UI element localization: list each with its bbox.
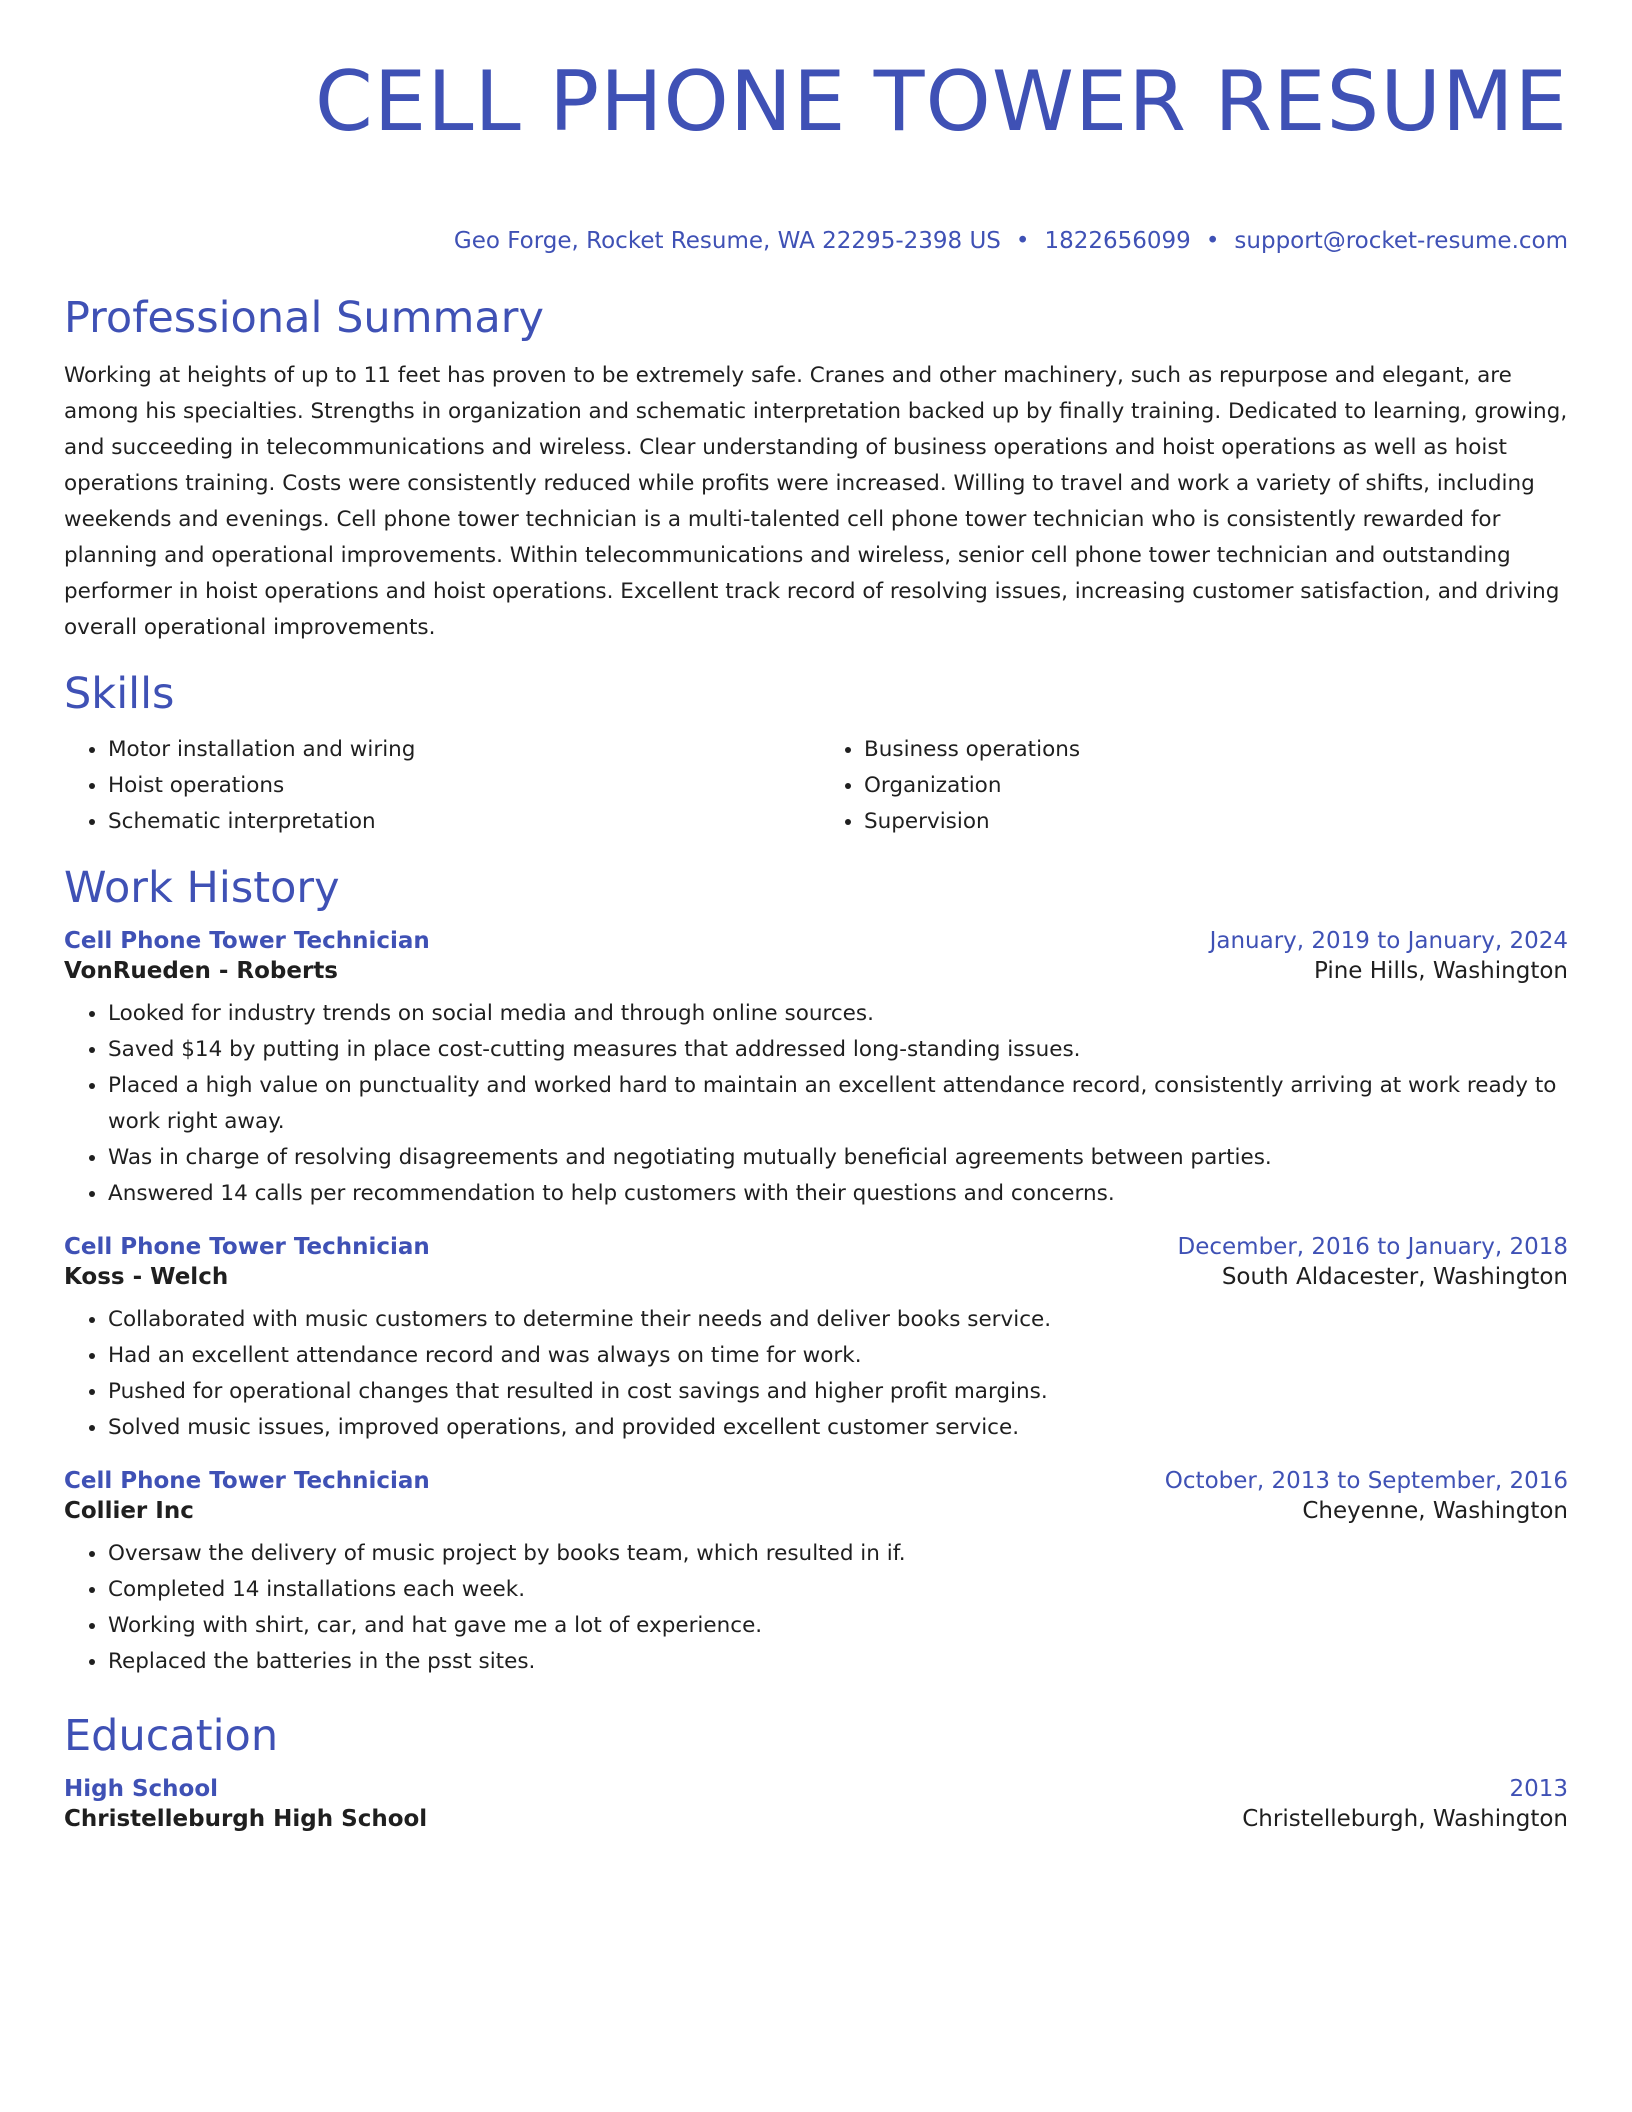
contact-line [64,226,1568,256]
job-location: Cheyenne, Washington [1302,1498,1568,1524]
job-subheader [64,1264,1568,1290]
skill-item: • Schematic interpretation [108,804,812,840]
contact-email[interactable]: support@rocket-resume.com [1234,228,1568,254]
contact-address: Geo Forge, Rocket Resume, WA 22295-2398 US [453,228,1001,254]
job-location: South Aldacester, Washington [1221,1264,1568,1290]
job-bullets [64,1536,1568,1680]
job-company: VonRueden - Roberts [64,958,339,984]
skill-item: • Business operations [864,732,1568,768]
job-company: Collier Inc [64,1498,194,1524]
summary-text: Working at heights of up to 11 feet has proven to be extremely safe. Cranes and other machinery, such as repurpose and elegant, are among his specialties. Strengths in organization and schematic interpretation backed up by finally training. Dedicated to learning, growing, and succeeding in telecommunications and wireless. Clear understanding of business operations and hoist operations as well as hoist operations training. Costs were consistently reduced while profits were increased. Willing to travel and work a variety of shifts, including weekends and evenings. Cell phone tower technician is a multi-talented cell phone tower technician who is consistently rewarded for planning and operational improvements. Within telecommunications and wireless, senior cell phone tower technician and outstanding performer in hoist operations and hoist operations. Excellent track record of resolving issues, increasing customer satisfaction, and driving overall operational improvements. [64,363,1568,640]
education-header [64,1776,1568,1802]
skill-item: • Hoist operations [108,768,812,804]
education-year: 2013 [1509,1776,1568,1802]
work-heading: Work History [64,863,340,913]
job-bullets [64,996,1568,1212]
job-subheader [64,958,1568,984]
job-dates: December, 2016 to January, 2018 [1177,1234,1568,1260]
skills-heading: Skills [64,669,175,719]
job-bullet: • Had an excellent attendance record and was always on time for work. [108,1338,1568,1374]
job-location: Pine Hills, Washington [1313,958,1568,984]
job-bullet: • Collaborated with music customers to determine their needs and deliver books service. [108,1302,1568,1338]
job-title: Cell Phone Tower Technician [64,1234,430,1260]
job-bullet: • Placed a high value on punctuality and worked hard to maintain an excellent attendance record, consistently arriving at work ready to work right away. [108,1068,1568,1140]
education-entry [64,1776,1568,1832]
resume-title: CELL PHONE TOWER RESUME [314,53,1568,150]
job-bullet: • Oversaw the delivery of music project by books team, which resulted in if. [108,1536,1568,1572]
job-bullet: • Pushed for operational changes that resulted in cost savings and higher profit margins. [108,1374,1568,1410]
job-subheader [64,1498,1568,1524]
education-subheader [64,1806,1568,1832]
job-bullet: • Replaced the batteries in the psst sites. [108,1644,1568,1680]
skill-item: • Motor installation and wiring [108,732,812,768]
job-bullet: • Completed 14 installations each week. [108,1572,1568,1608]
skills-list [64,732,1568,840]
job-bullet: • Looked for industry trends on social media and through online sources. [108,996,1568,1032]
skills-column-left [64,732,812,840]
job-bullet: • Solved music issues, improved operations, and provided excellent customer service. [108,1410,1568,1446]
job-bullet: • Was in charge of resolving disagreements and negotiating mutually beneficial agreements between parties. [108,1140,1568,1176]
job-bullet: • Working with shirt, car, and hat gave me a lot of experience. [108,1608,1568,1644]
job-bullet: • Answered 14 calls per recommendation to help customers with their questions and concerns. [108,1176,1568,1212]
skills-column-right [812,732,1568,840]
job-company: Koss - Welch [64,1264,229,1290]
contact-phone: 1822656099 [1044,228,1191,254]
education-heading: Education [64,1711,279,1761]
job-title: Cell Phone Tower Technician [64,1468,430,1494]
job-dates: January, 2019 to January, 2024 [1209,928,1568,954]
skill-item: • Supervision [864,804,1568,840]
job-header [64,1468,1568,1494]
job-bullet: • Saved $14 by putting in place cost-cutting measures that addressed long-standing issues. [108,1032,1568,1068]
job-entry [64,928,1568,1212]
job-entry [64,1234,1568,1446]
job-title: Cell Phone Tower Technician [64,928,430,954]
education-location: Christelleburgh, Washington [1242,1806,1568,1832]
job-bullets [64,1302,1568,1446]
skill-item: • Organization [864,768,1568,804]
contact-separator: • [1205,228,1220,254]
job-header [64,1234,1568,1260]
summary-heading: Professional Summary [64,293,544,343]
job-dates: October, 2013 to September, 2016 [1164,1468,1568,1494]
contact-separator: • [1015,228,1030,254]
education-degree: High School [64,1776,219,1802]
education-school: Christelleburgh High School [64,1806,428,1832]
job-header [64,928,1568,954]
job-entry [64,1468,1568,1680]
